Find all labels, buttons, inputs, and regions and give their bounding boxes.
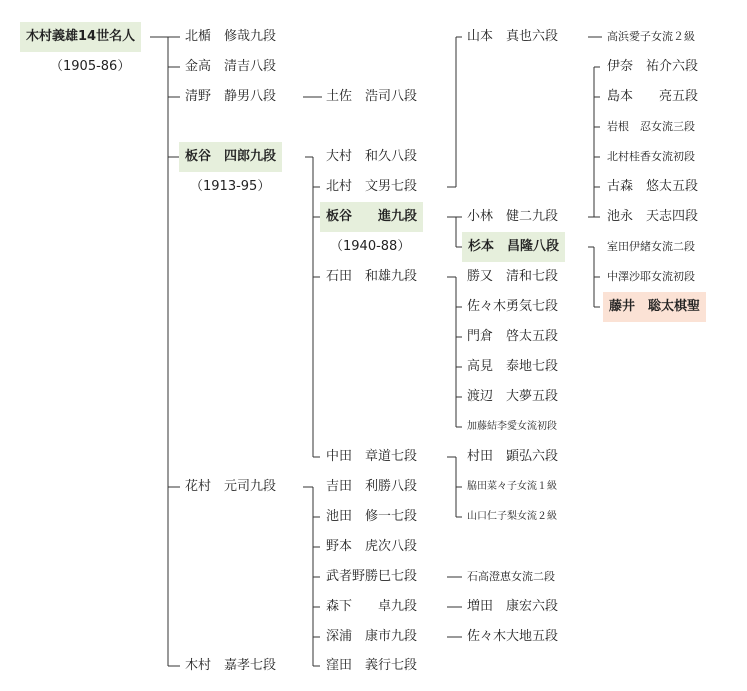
- node-wakita: 脇田菜々子女流１級: [467, 481, 557, 492]
- node-katsumata: 勝又 清和七段: [467, 269, 559, 284]
- node-yamaguchi: 山口仁子梨女流２級: [467, 511, 557, 522]
- node-kiyono: 清野 静男八段: [185, 89, 277, 104]
- node-nomoto: 野本 虎次八段: [326, 539, 418, 554]
- node-omura: 大村 和久八段: [326, 149, 418, 164]
- node-nakazawa: 中澤沙耶女流初段: [607, 270, 695, 283]
- node-kitamura: 北村 文男七段: [326, 179, 418, 194]
- node-takahama: 高浜愛子女流２級: [607, 30, 695, 43]
- node-ishidaka: 石高澄恵女流二段: [467, 570, 555, 583]
- itaya-shiro-years: （1913-95）: [190, 179, 271, 194]
- node-iina: 伊奈 祐介六段: [607, 59, 699, 74]
- node-shimamoto: 島本 亮五段: [607, 89, 699, 104]
- node-yoshida: 吉田 利勝八段: [326, 479, 418, 494]
- node-hanamura: 花村 元司九段: [185, 479, 277, 494]
- node-iwane: 岩根 忍女流三段: [607, 120, 695, 133]
- node-fukaura: 深浦 康市九段: [326, 629, 418, 644]
- node-watanabe: 渡辺 大夢五段: [467, 389, 559, 404]
- node-morishita: 森下 卓九段: [326, 599, 418, 614]
- node-furumori: 古森 悠太五段: [607, 179, 699, 194]
- node-kanetaka: 金高 清吉八段: [185, 59, 277, 74]
- node-itaya-shiro: 板谷 四郎九段: [179, 142, 282, 172]
- node-masuda: 増田 康宏六段: [467, 599, 559, 614]
- node-sugimoto: 杉本 昌隆八段: [462, 232, 565, 262]
- node-ikenaga: 池永 天志四段: [607, 209, 699, 224]
- node-kato: 加藤結李愛女流初段: [467, 421, 557, 432]
- node-kobayashi: 小林 健二九段: [467, 209, 559, 224]
- node-itaya-susumu: 板谷 進九段: [320, 202, 423, 232]
- node-yamamoto: 山本 真也六段: [467, 29, 559, 44]
- root-node: 木村義雄14世名人: [20, 22, 141, 52]
- node-fujii: 藤井 聡太棋聖: [603, 292, 706, 322]
- node-mushanokoji: 武者野勝巳七段: [326, 569, 418, 584]
- node-kadokura: 門倉 啓太五段: [467, 329, 559, 344]
- root-years: （1905-86）: [50, 59, 131, 74]
- node-takami: 高見 泰地七段: [467, 359, 559, 374]
- node-muroda: 室田伊緒女流二段: [607, 240, 695, 253]
- node-kimura-yoshitaka: 木村 嘉孝七段: [185, 658, 277, 673]
- itaya-susumu-years: （1940-88）: [330, 239, 411, 254]
- node-murata: 村田 顕弘六段: [467, 449, 559, 464]
- node-ikeda: 池田 修一七段: [326, 509, 418, 524]
- node-nakata: 中田 章道七段: [326, 449, 418, 464]
- node-kubota: 窪田 義行七段: [326, 658, 418, 673]
- node-sasaki-daichi: 佐々木大地五段: [467, 629, 559, 644]
- node-tosa: 土佐 浩司八段: [326, 89, 418, 104]
- node-ishida: 石田 和雄九段: [326, 269, 418, 284]
- node-kitagiri: 北楯 修哉九段: [185, 29, 277, 44]
- node-sasaki-yuki: 佐々木勇気七段: [467, 299, 559, 314]
- node-kitamura-k: 北村桂香女流初段: [607, 150, 695, 163]
